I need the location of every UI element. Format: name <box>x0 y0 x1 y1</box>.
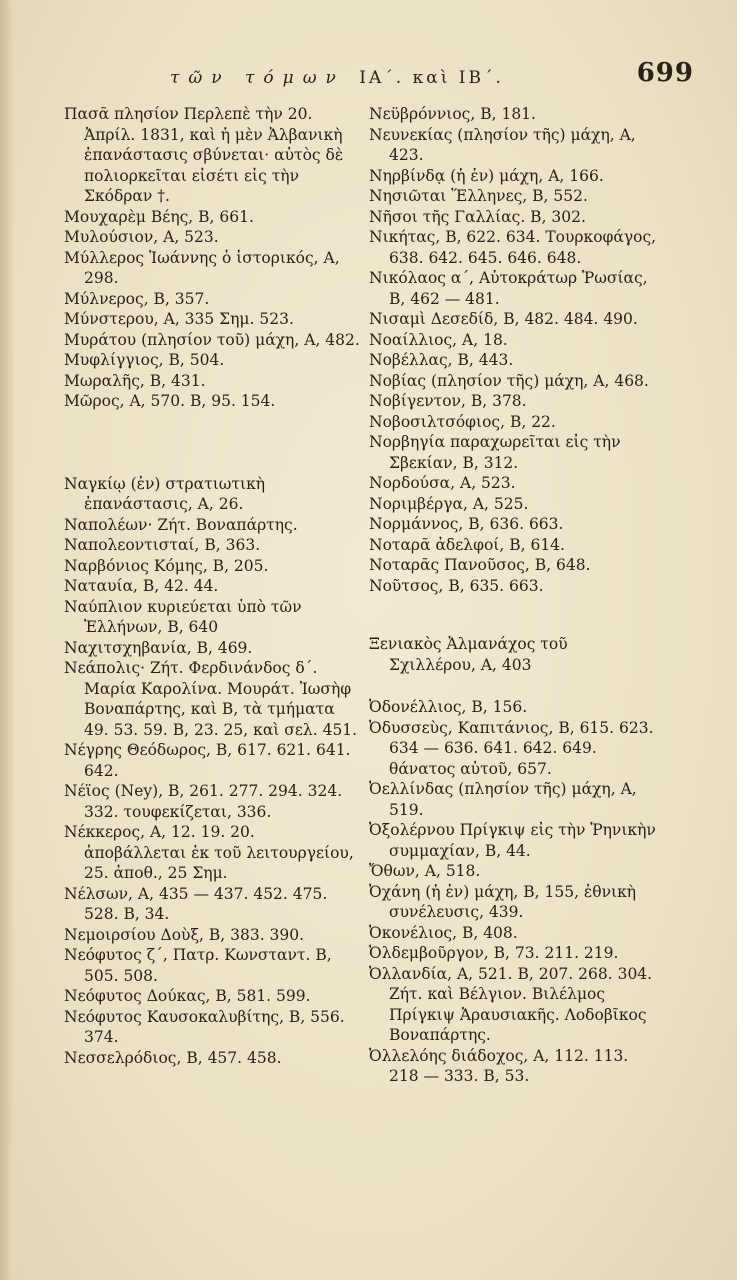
index-entry: Νοταρᾶς Πανοῦσος, Β, 648. <box>369 556 591 574</box>
index-entry: Νέλσων, Α, 435 — 437. 452. 475. 528. Β, 34. <box>64 884 328 923</box>
index-entry: Μυράτου (πλησίον τοῦ) μάχη, Α, 482. <box>64 330 360 349</box>
index-entry: Νοῦτσος, Β, 635. 663. <box>369 576 544 595</box>
index-entry: Νοβοσιλτσόφιος, Β, 22. <box>369 412 556 431</box>
index-entry: Ναταυία, Β, 42. 44. <box>64 577 219 595</box>
index-entry: Νορμάννος, Β, 636. 663. <box>369 515 564 533</box>
index-entry: Νεσσελρόδιος, Β, 457. 458. <box>64 1048 282 1067</box>
section-gap <box>369 675 659 697</box>
index-entry: Νορδούσα, Α, 523. <box>369 474 516 492</box>
index-entry: Ναρβόνιος Κόμης, Β, 205. <box>64 556 269 575</box>
index-entry: Νέϊος (Ney), Β, 261. 277. 294. 324. 332. τουφεκίζεται, 336. <box>64 782 343 821</box>
index-entry: Ὀδυσσεὺς, Καπιτάνιος, Β, 615. 623. 634 — 636. 641. 642. 649. θάνατος αὐτοῦ, 657. <box>369 718 654 778</box>
index-entry: Μῶρος, Α, 570. Β, 95. 154. <box>64 392 276 410</box>
index-entry: Ναχιτσχηβανία, Β, 469. <box>64 638 253 657</box>
index-entry: Μύλλερος Ἰωάννης ὁ ἱστορικός, Α, 298. <box>64 248 340 287</box>
page-header <box>150 58 710 98</box>
index-entry: Νισαμὶ Δεσεδίδ, Β, 482. 484. 490. <box>369 310 638 328</box>
index-entry: Νοαίλλιος, Α, 18. <box>369 330 508 349</box>
index-entry: Ναπολέων· Ζήτ. Βοναπάρτης. <box>64 515 298 534</box>
index-entry: Νησιῶται Ἕλληνες, Β, 552. <box>369 187 588 205</box>
index-entry: Μύνστερου, Α, 335 Σημ. 523. <box>64 310 294 328</box>
index-entry: Ναπολεοντισταί, Β, 363. <box>64 536 261 554</box>
page-spine-shadow <box>0 0 14 1280</box>
index-entry: Πασᾶ πλησίον Περλεπὲ τὴν 20. Ἀπρίλ. 1831, καὶ ἡ μὲν Ἀλβανικὴ ἐπανάστασις σβύνεται· αὐτὸς δὲ πολιορκεῖται εἰσέτι εἰς τὴν Σκόδραν †. <box>64 105 344 205</box>
section-gap <box>64 412 360 474</box>
index-entry: Νέγρης Θεόδωρος, Β, 617. 621. 641. 642. <box>64 741 351 780</box>
index-entry: Νοβίγεντον, Β, 378. <box>369 392 527 410</box>
index-entry: Ὀκονέλιος, Β, 408. <box>369 923 518 942</box>
index-entry: Νοβέλλας, Β, 443. <box>369 351 514 369</box>
index-entry: Ξενιακὸς Ἀλμανάχος τοῦ Σχιλλέρου, Α, 403 <box>369 635 568 674</box>
index-entry: Ὀλλανδία, Α, 521. Β, 207. 268. 304. Ζήτ. καὶ Βέλγιον. Βιλέλμος Πρίγκιψ Ἀραυσιακῆς. Λοδοβῖκος Βοναπάρτης. <box>369 964 653 1044</box>
index-entry: Ναύπλιον κυριεύεται ὑπὸ τῶν Ἑλλήνων, Β, 640 <box>64 597 302 636</box>
running-head <box>170 68 504 88</box>
index-entry: Νεόφυτος ζ΄, Πατρ. Κωνσταντ. Β, 505. 508. <box>64 946 332 985</box>
index-column-right <box>369 104 659 1087</box>
section-gap <box>369 596 659 634</box>
index-entry: Ὀλλελόης διάδοχος, Α, 112. 113. 218 — 333. Β, 53. <box>369 1046 629 1085</box>
index-entry: Νηρβίνδᾳ (ἡ ἐν) μάχη, Α, 166. <box>369 166 604 185</box>
index-entry: Νευνεκίας (πλησίον τῆς) μάχη, Α, 423. <box>369 125 636 164</box>
index-entry: Νεόφυτος Καυσοκαλυβίτης, Β, 556. 374. <box>64 1007 345 1046</box>
index-entry: Νορβηγία παραχωρεῖται εἰς τὴν Σβεκίαν, Β, 312. <box>369 433 621 472</box>
index-entry: Νεμοιρσίου Δοὺξ, Β, 383. 390. <box>64 925 305 944</box>
index-entry: Ὀδονέλλιος, Β, 156. <box>369 698 528 716</box>
index-entry: Μυφλίγγιος, Β, 504. <box>64 351 225 369</box>
index-entry: Νοταρᾶ ἀδελφοί, Β, 614. <box>369 535 565 554</box>
index-entry: Νικόλαος α΄, Αὐτοκράτωρ Ῥωσίας, Β, 462 — 481. <box>369 269 648 308</box>
index-entry: Μωραλῆς, Β, 431. <box>64 371 206 390</box>
index-entry: Νοβίας (πλησίον τῆς) μάχη, Α, 468. <box>369 371 649 390</box>
index-entry: Μύλνερος, Β, 357. <box>64 289 210 308</box>
volume-numbers: ΙΑ΄. καὶ ΙΒ΄. <box>359 68 504 88</box>
index-entry: Νεόφυτος Δούκας, Β, 581. 599. <box>64 987 311 1005</box>
index-entry: Ὀξολέρνου Πρίγκιψ εἰς τὴν Ῥηνικὴν συμμαχίαν, Β, 44. <box>369 821 656 860</box>
index-entry: Νεϋβρόννιος, Β, 181. <box>369 105 536 123</box>
page-number: 699 <box>636 58 694 88</box>
index-entry: Μυλούσιον, Α, 523. <box>64 228 219 246</box>
index-entry: Ὀελλίνδας (πλησίον τῆς) μάχη, Α, 519. <box>369 780 637 819</box>
index-entry: Ὀλδεμβοῦργον, Β, 73. 211. 219. <box>369 944 619 962</box>
index-entry: Ὄθων, Α, 518. <box>369 862 481 880</box>
index-entry: Μουχαρὲμ Βέης, Β, 661. <box>64 207 254 226</box>
index-entry: Νοριμβέργα, Α, 525. <box>369 494 529 513</box>
index-entry: Νῆσοι τῆς Γαλλίας. Β, 302. <box>369 207 586 226</box>
index-entry: Ὀχάνη (ἡ ἐν) μάχη, Β, 155, ἐθνικὴ συνέλευσις, 439. <box>369 882 637 921</box>
index-entry: Νεάπολις· Ζήτ. Φερδινάνδος δ΄. Μαρία Καρολίνα. Μουράτ. Ἰωσὴφ Βοναπάρτης, καὶ Β, τὰ τμήματα 49. 53. 59. Β, 23. 25, καὶ σελ. 451. <box>64 659 358 739</box>
index-entry: Νέκκερος, Α, 12. 19. 20. ἀποβάλλεται ἐκ τοῦ λειτουργείου, 25. ἀποθ., 25 Σημ. <box>64 823 354 882</box>
index-column-left <box>64 104 360 1068</box>
index-entry: Νικήτας, Β, 622. 634. Τουρκοφάγος, 638. 642. 645. 646. 648. <box>369 228 657 267</box>
index-entry: Ναγκίῳ (ἐν) στρατιωτικὴ ἐπανάστασις, Α, 26. <box>64 474 266 513</box>
running-head-text: τῶν τόμων <box>170 68 345 88</box>
